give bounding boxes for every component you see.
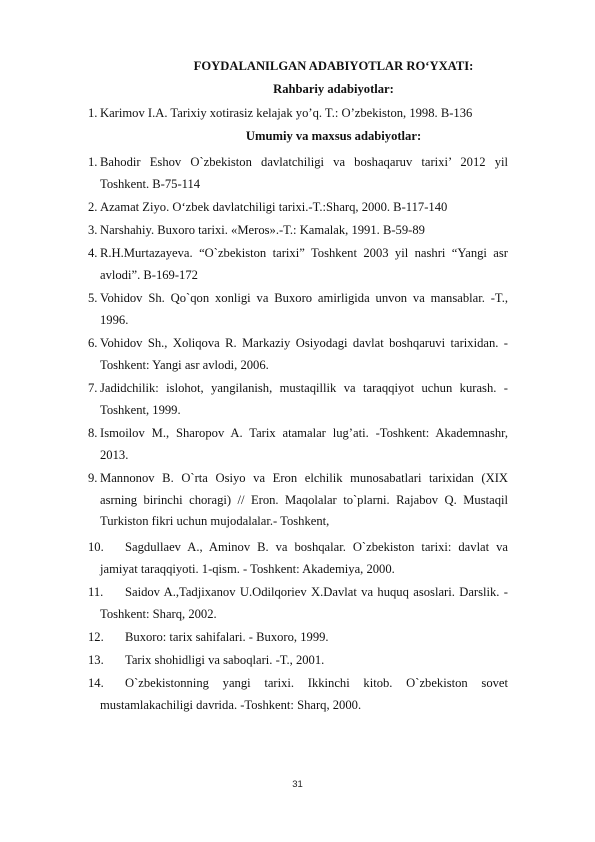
list-item-number: 1. <box>88 155 98 169</box>
list-item <box>88 537 508 580</box>
list-item <box>88 378 508 421</box>
list-item-line: Jadidchilik: islohot, yangilanish, mustaqillik va taraqqiyot uchun kurash. - <box>100 381 508 395</box>
list-item-line: R.H.Murtazayeva. “O`zbekiston tarixi” Toshkent 2003 yil nashri “Yangi asr <box>100 246 508 260</box>
list-item-line: Azamat Ziyo. O‘zbek davlatchiligi tarixi.-T.:Sharq, 2000. B-117-140 <box>100 200 448 214</box>
list-item-line: Saidov A.,Tadjixanov U.Odilqoriev X.Davlat va huquq asoslari. Darslik. - <box>125 585 508 599</box>
list-item-line: O`zbekistonning yangi tarixi. Ikkinchi kitob. O`zbekiston sovet <box>125 676 508 690</box>
list-item-line: jamiyat taraqqiyoti. 1-qism. - Toshkent: Akademiya, 2000. <box>100 561 395 576</box>
list-item-number: 14. <box>88 676 104 690</box>
list-item-line: Vohidov Sh., Xoliqova R. Markaziy Osiyodagi davlat boshqaruvi tarixidan. - <box>100 336 508 350</box>
page-number: 31 <box>292 779 303 790</box>
list-item-line: Tarix shohidligi va saboqlari. -T., 2001. <box>125 653 325 667</box>
list-item-line: 2013. <box>100 447 129 462</box>
list-item-line: Toshkent. B-75-114 <box>100 176 201 191</box>
list-item <box>88 582 508 625</box>
list-item <box>88 288 508 331</box>
list-item-line: Narshahiy. Buxoro tarixi. «Meros».-T.: Kamalak, 1991. B-59-89 <box>100 223 425 237</box>
list-item <box>88 333 508 376</box>
list-item-line: Toshkent: Yangi asr avlodi, 2006. <box>100 357 269 372</box>
list-item-number: 13. <box>88 653 104 667</box>
list-item <box>88 627 508 649</box>
list-item <box>88 673 508 716</box>
list-item <box>88 243 508 286</box>
list-item-number: 12. <box>88 630 104 644</box>
list-item-line: Turkiston fikri uchun mujodalalar.- Toshkent, <box>100 514 330 528</box>
list-item-line: Bahodir Eshov O`zbekiston davlatchiligi va boshaqaruv tarixi’ 2012 yil <box>100 155 508 169</box>
list-item-line: Sagdullaev A., Aminov B. va boshqalar. O`zbekiston tarixi: davlat va <box>125 540 508 554</box>
list-item-number: 6. <box>88 336 98 350</box>
document-title: FOYDALANILGAN ADABIYOTLAR RO‘YXATI: <box>193 59 474 73</box>
list-item-number: 4. <box>88 246 98 260</box>
list-item-line: Ismoilov M., Sharopov A. Tarix atamalar lug’ati. -Toshkent: Akademnashr, <box>100 426 508 440</box>
list-item <box>88 197 508 219</box>
list-item-line: avlodi”. B-169-172 <box>100 267 198 282</box>
list-item <box>88 423 508 466</box>
list-item <box>88 468 508 533</box>
list-item-number: 8. <box>88 426 98 440</box>
list-item-line: Mannonov B. O`rta Osiyo va Eron elchilik munosabatlari tarixidan (XIX <box>100 471 508 485</box>
list-item-line: mustamlakachiligi davrida. -Toshkent: Sharq, 2000. <box>100 697 362 712</box>
list-item-text: Karimov I.A. Tarixiy xotirasiz kelajak yo’q. T.: O’zbekiston, 1998. B-136 <box>100 106 473 120</box>
list-item-number: 7. <box>88 381 98 395</box>
list-item-line: asrning birinchi choragi) // Eron. Maqolalar to`plarni. Rajabov Q. Mustaqil <box>100 492 508 507</box>
list-item <box>88 220 508 242</box>
section-title-general-literature: Umumiy va maxsus adabiyotlar: <box>245 129 422 143</box>
list-item-line: Buxoro: tarix sahifalari. - Buxoro, 1999. <box>125 630 329 644</box>
list-item-number: 5. <box>88 291 98 305</box>
list-item-line: Toshkent, 1999. <box>100 402 181 417</box>
list-item <box>88 152 508 195</box>
list-item-line: Vohidov Sh. Qo`qon xonligi va Buxoro amirligida unvon va mansablar. -T., <box>100 291 508 305</box>
list-item-line: Toshkent: Sharq, 2002. <box>100 606 217 621</box>
list-item-line: 1996. <box>100 312 129 327</box>
list-item <box>88 103 508 125</box>
list-item-number: 10. <box>88 540 104 554</box>
section-title-guiding-literature: Rahbariy adabiyotlar: <box>273 82 394 96</box>
list-item <box>88 650 508 672</box>
list-item-number: 2. <box>88 200 98 214</box>
list-item-number: 11. <box>88 585 104 599</box>
list-item-number: 9. <box>88 471 98 485</box>
list-item-number: 3. <box>88 223 98 237</box>
list-item-number: 1. <box>88 106 98 120</box>
